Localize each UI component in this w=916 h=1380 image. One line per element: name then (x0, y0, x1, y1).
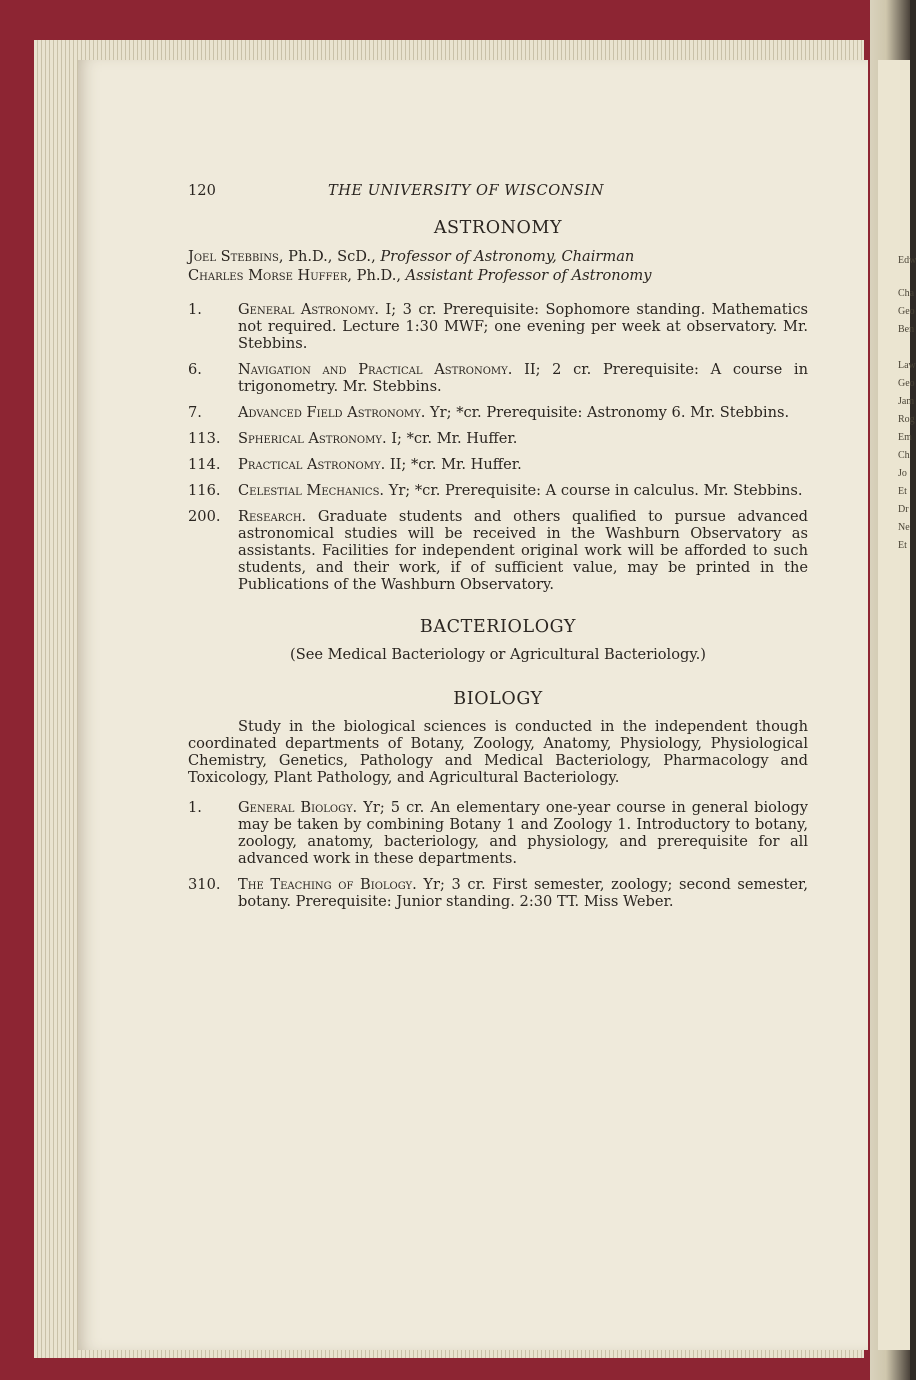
course-description: II; 2 cr. Prerequisite: A course in trigonometry. Mr. Stebbins. (238, 361, 809, 395)
course-entry (188, 482, 808, 499)
adjacent-fragment: Ben (898, 324, 915, 335)
course-body (238, 456, 808, 473)
staff-name: Charles Morse Huffer (188, 267, 348, 284)
course-description: Graduate students and others qualified to pursue advanced astronomical studies will be received in the Washburn Observatory as assistants. Facilities for independent original work will be afforded to such students, and their work, if of sufficient value, may be printed in the Publications of the Washburn Observatory. (238, 508, 808, 593)
course-title: Navigation and Practical Astronomy. (238, 361, 513, 378)
running-title: THE UNIVERSITY OF WISCONSIN (328, 182, 604, 199)
course-number: 200. (188, 508, 221, 525)
staff-degrees: , Ph.D., (347, 267, 406, 284)
course-number: 116. (188, 482, 221, 499)
course-number: 6. (188, 361, 202, 378)
course-entry (188, 404, 808, 421)
adjacent-fragment: Rog (898, 414, 915, 425)
course-entry (188, 876, 808, 910)
course-title: Research. (238, 508, 307, 525)
course-title: Spherical Astronomy. (238, 430, 387, 447)
course-entry (188, 430, 808, 447)
adjacent-fragment: Geo (898, 306, 915, 317)
course-title: General Biology. (238, 799, 358, 816)
course-body (238, 430, 808, 447)
running-head (188, 182, 808, 210)
page-number: 120 (188, 182, 216, 199)
adjacent-fragment: Em (898, 432, 912, 443)
course-number: 1. (188, 301, 202, 318)
adjacent-fragment: Dr (898, 504, 909, 515)
astronomy-heading: ASTRONOMY (433, 218, 563, 238)
course-number: 1. (188, 799, 202, 816)
course-title: Practical Astronomy. (238, 456, 386, 473)
adjacent-page (878, 60, 916, 1350)
course-body (238, 482, 808, 499)
course-entry (188, 301, 808, 352)
page-text (188, 182, 808, 910)
course-entry (188, 508, 808, 593)
staff-line (188, 266, 808, 285)
adjacent-fragment: Law (898, 360, 916, 371)
bacteriology-heading: BACTERIOLOGY (419, 617, 577, 637)
course-entry (188, 456, 808, 473)
course-description: II; *cr. Mr. Huffer. (385, 456, 522, 473)
course-description: Yr; 5 cr. An elementary one-year course in general biology may be taken by combining Botany 1 and Zoology 1. Introductory to botany, zoology, anatomy, bacteriology, and physiology, and prerequisite for all advanced work in these departments. (238, 799, 808, 867)
course-entry (188, 799, 808, 867)
course-description: I; 3 cr. Prerequisite: Sophomore standing. Mathematics not required. Lecture 1:30 MWF; one evening per week at observatory. Mr. Stebbins. (238, 301, 808, 352)
course-body (238, 404, 808, 421)
staff-role: Assistant Professor of Astronomy (405, 267, 652, 284)
course-number: 114. (188, 456, 221, 473)
adjacent-fragment: Geo (898, 378, 915, 389)
course-description: Yr; *cr. Prerequisite: Astronomy 6. Mr. Stebbins. (425, 404, 790, 421)
course-body (238, 301, 808, 352)
staff-degrees: , Ph.D., ScD., (278, 248, 381, 265)
course-description: I; *cr. Mr. Huffer. (386, 430, 518, 447)
adjacent-fragment: Ne (898, 522, 910, 533)
course-body (238, 361, 808, 395)
course-body (238, 508, 808, 593)
adjacent-fragment: Et (898, 540, 907, 551)
course-number: 310. (188, 876, 221, 893)
bacteriology-note: (See Medical Bacteriology or Agricultural Bacteriology.) (290, 646, 706, 663)
course-body (238, 799, 808, 867)
course-description: Yr; 3 cr. First semester, zoology; second semester, botany. Prerequisite: Junior standing. 2:30 TT. Miss Weber. (238, 876, 809, 910)
biology-intro: Study in the biological sciences is conducted in the independent though coordinated departments of Botany, Zoology, Anatomy, Physiology, Physiological Chemistry, Genetics, Pathology and Medical Bacteriology, Pharmacology and Toxicology, Plant Pathology, and Agricultural Bacteriology. (188, 718, 808, 786)
course-title: Advanced Field Astronomy. (238, 404, 426, 421)
adjacent-fragment: Jo (898, 468, 907, 479)
biology-heading: BIOLOGY (453, 689, 543, 709)
adjacent-fragment: Edw (898, 255, 916, 266)
course-entry (188, 361, 808, 395)
course-number: 7. (188, 404, 202, 421)
course-body (238, 876, 808, 910)
staff-name: Joel Stebbins (188, 248, 279, 265)
staff-line (188, 247, 808, 266)
course-title: Celestial Mechanics. (238, 482, 385, 499)
course-title: General Astronomy. (238, 301, 380, 318)
adjacent-fragment: Jam (898, 396, 915, 407)
adjacent-fragment: Ch (898, 450, 910, 461)
course-number: 113. (188, 430, 221, 447)
staff-role: Professor of Astronomy, Chairman (380, 248, 635, 265)
course-title: The Teaching of Biology. (238, 876, 417, 893)
adjacent-fragment: Et (898, 486, 907, 497)
adjacent-fragment: Cha (898, 288, 915, 299)
astronomy-staff (188, 247, 808, 285)
course-description: Yr; *cr. Prerequisite: A course in calculus. Mr. Stebbins. (384, 482, 803, 499)
